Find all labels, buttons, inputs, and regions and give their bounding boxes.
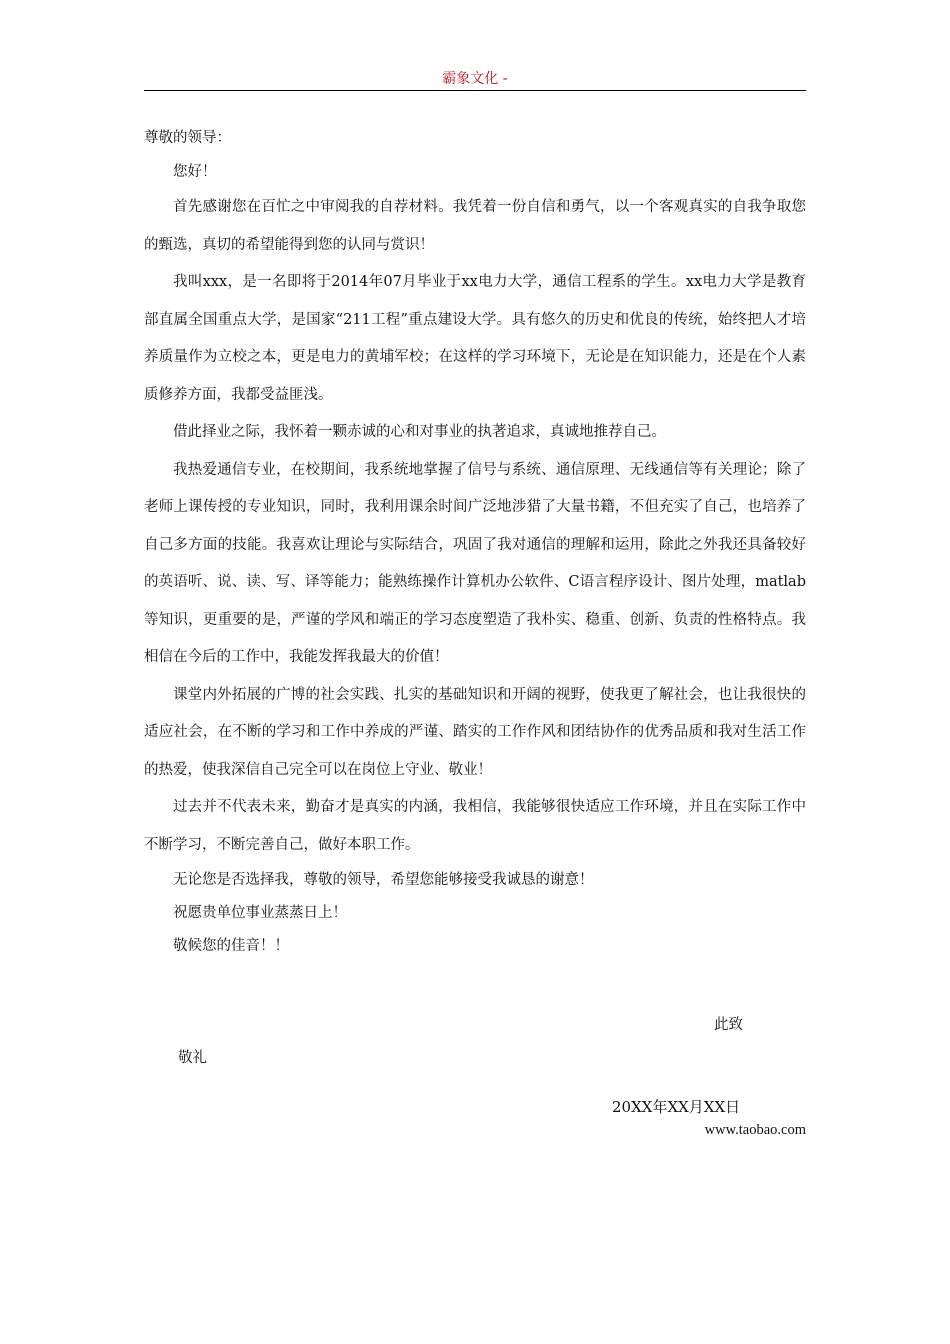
paragraph-future: 过去并不代表未来，勤奋才是真实的内涵，我相信，我能够很快适应工作环境，并且在实际工作中不断学习，不断完善自己，做好本职工作。 xyxy=(144,799,806,853)
closing-line-await: 敬候您的佳音！！ xyxy=(173,938,289,954)
paragraph-practice: 课堂内外拓展的广博的社会实践、扎实的基础知识和开阔的视野，使我更了解社会，也让我很快的适应社会，在不断的学习和工作中养成的严谨、踏实的工作作风和团结协作的优秀品质和我对生活工作的热爱，使我深信自己完全可以在岗位上守业、敬业！ xyxy=(144,686,806,778)
header-title: 霸象文化 - xyxy=(442,71,508,87)
page-header xyxy=(144,68,806,91)
greeting: 您好！ xyxy=(173,164,217,180)
sign-off-jingli: 敬礼 xyxy=(178,1050,207,1066)
website-link[interactable]: www.taobao.com xyxy=(704,1122,806,1138)
paragraph-background: 我叫xxx，是一名即将于2014年07月毕业于xx电力大学，通信工程系的学生。xx电力大学是教育部直属全国重点大学，是国家“211工程”重点建设大学。具有悠久的历史和优良的传统，始终把人才培养质量作为立校之本，更是电力的黄埔军校；在这样的学习环境下，无论是在知识能力，还是在个人素质修养方面，我都受益匪浅。 xyxy=(144,274,806,403)
salutation: 尊敬的领导： xyxy=(144,130,231,146)
closing-line-wishes: 祝愿贵单位事业蒸蒸日上！ xyxy=(173,905,347,921)
paragraph-recommend: 借此择业之际，我怀着一颗赤诚的心和对事业的执著追求，真诚地推荐自己。 xyxy=(173,424,666,440)
closing-line-thanks: 无论您是否选择我，尊敬的领导，希望您能够接受我诚恳的谢意！ xyxy=(173,872,594,888)
letter-body xyxy=(144,120,806,963)
sign-off-cizhi: 此致 xyxy=(714,1017,743,1033)
letter-date: 20XX年XX月XX日 xyxy=(612,1098,741,1116)
paragraph-skills: 我热爱通信专业，在校期间，我系统地掌握了信号与系统、通信原理、无线通信等有关理论；除了老师上课传授的专业知识，同时，我利用课余时间广泛地涉猎了大量书籍，不但充实了自己，也培养了自己多方面的技能。我喜欢让理论与实际结合，巩固了我对通信的理解和运用，除此之外我还具备较好的英语听、说、读、写、译等能力；能熟练操作计算机办公软件、C语言程序设计、图片处理，matlab等知识，更重要的是，严谨的学风和端正的学习态度塑造了我朴实、稳重、创新、负责的性格特点。我相信在今后的工作中，我能发挥我最大的价值！ xyxy=(144,461,806,665)
paragraph-intro: 首先感谢您在百忙之中审阅我的自荐材料。我凭着一份自信和勇气，以一个客观真实的自我争取您的甄选，真切的希望能得到您的认同与赏识！ xyxy=(144,199,806,253)
